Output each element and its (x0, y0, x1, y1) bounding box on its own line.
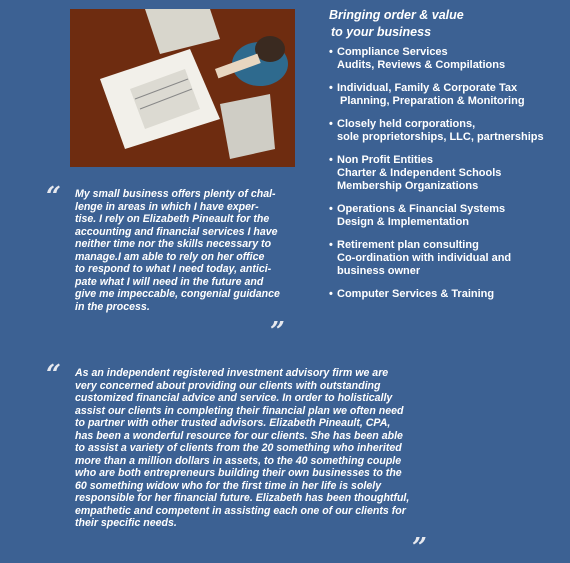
desk-photo-illustration (70, 9, 295, 167)
testimonial-line: responsible for her financial future. Elizabeth has been thoughtful, (75, 492, 410, 504)
service-sub: Charter & Independent Schools (337, 167, 502, 179)
testimonial-line: 60 something widow who for the first time in her life is solely (75, 479, 382, 492)
service-item (329, 239, 569, 278)
service-title: Closely held corporations, (337, 118, 476, 130)
testimonial-2 (75, 367, 445, 530)
testimonial-line: lenge in areas in which I have exper- (75, 200, 259, 213)
testimonial-line: neither time nor the skills necessary to (75, 238, 272, 250)
tagline (329, 7, 464, 41)
bullet-icon: • (329, 203, 333, 215)
testimonial-line: My small business offers plenty of chal- (75, 188, 276, 200)
testimonial-line: customized financial advice and service. In order to holistically (75, 392, 393, 404)
service-sub: Design & Implementation (337, 216, 470, 228)
testimonial-line: who are both entrepreneurs building their own businesses to the (75, 467, 402, 479)
service-sub: Membership Organizations (337, 180, 479, 192)
service-sub: sole proprietorships, LLC, partnerships (337, 131, 544, 143)
testimonial-line: more than a million dollars in assets, to the 40 something couple (75, 454, 402, 467)
close-quote-icon: ” (412, 533, 427, 563)
testimonial-line: As an independent registered investment advisory firm we are (75, 367, 389, 379)
service-title: Operations & Financial Systems (337, 203, 506, 215)
bullet-icon: • (329, 154, 333, 166)
bullet-icon: • (329, 82, 333, 94)
testimonial-line: in the process. (75, 300, 150, 313)
open-quote-icon: “ (46, 360, 61, 390)
testimonial-line: to assist a variety of clients from the 20 something who inherited (75, 442, 402, 454)
testimonial-line: tise. I rely on Elizabeth Pineault for the (75, 213, 270, 225)
testimonial-line: assist our clients in completing their financial plan we often need (75, 404, 404, 417)
testimonial-line: accounting and financial services I have (75, 225, 278, 238)
open-quote-icon: “ (46, 182, 61, 212)
testimonial-line: very concerned about providing our clients with outstanding (75, 379, 381, 392)
service-item (329, 154, 569, 193)
testimonial-1 (75, 188, 295, 313)
service-title: Individual, Family & Corporate Tax (337, 82, 518, 94)
service-item (329, 288, 569, 301)
tagline-line2: to your business (331, 25, 432, 39)
service-sub: business owner (337, 265, 421, 277)
close-quote-icon: ” (270, 317, 285, 347)
bullet-icon: • (329, 288, 333, 300)
service-sub: Co-ordination with individual and (337, 252, 512, 264)
testimonial-line: give me impeccable, congenial guidance (75, 288, 280, 300)
testimonial-line: empathetic and competent in assisting each one of our clients for (75, 504, 406, 517)
testimonial-line: to partner with other trusted advisors. Elizabeth Pineault, CPA, (75, 417, 391, 429)
service-title: Non Profit Entities (337, 154, 433, 166)
service-title: Compliance Services (337, 46, 448, 58)
service-item (329, 46, 569, 72)
service-title: Computer Services & Training (337, 288, 495, 300)
testimonial-line: pate what I will need in the future and (75, 275, 264, 288)
service-item (329, 203, 569, 229)
service-sub: Audits, Reviews & Compilations (337, 59, 506, 71)
service-sub: Planning, Preparation & Monitoring (340, 95, 525, 107)
testimonial-line: has been a wonderful resource for our clients. She has been able (75, 429, 403, 442)
testimonial-line: to respond to what I need today, antici- (75, 263, 272, 275)
service-title: Retirement plan consulting (337, 239, 479, 251)
testimonial-line: their specific needs. (75, 517, 177, 529)
tagline-line1: Bringing order & value (329, 8, 464, 22)
service-item (329, 118, 569, 144)
bullet-icon: • (329, 118, 333, 130)
services-list (329, 46, 569, 311)
header-photo (70, 9, 295, 167)
service-item (329, 82, 569, 108)
bullet-icon: • (329, 46, 333, 58)
testimonial-line: manage.I am able to rely on her office (75, 250, 265, 263)
bullet-icon: • (329, 239, 333, 251)
